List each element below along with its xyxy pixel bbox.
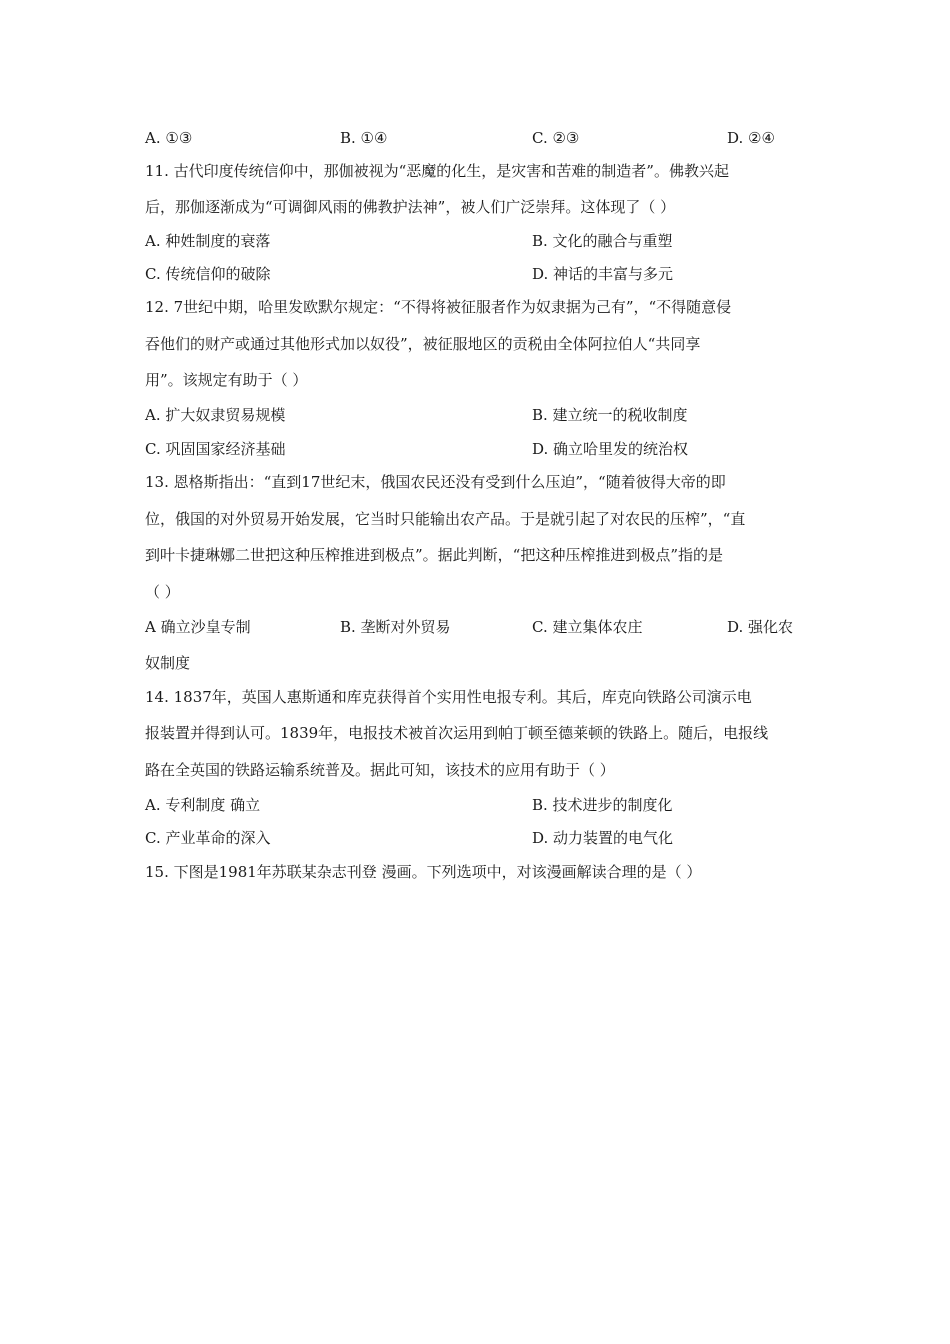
q11-stem-line: 后，那伽逐渐成为“可调御风雨的佛教护法神”，被人们广泛崇拜。这体现了（ ） xyxy=(145,198,676,216)
q13-option-d-wrap: 奴制度 xyxy=(145,654,191,672)
q11-option-d: D. 神话的丰富与多元 xyxy=(532,265,674,283)
q12-option-b: B. 建立统一的税收制度 xyxy=(532,406,688,424)
q12-option-d: D. 确立哈里发的统治权 xyxy=(532,440,689,458)
q12-stem-line: 吞他们的财产或通过其他形式加以奴役”，被征服地区的贡税由全体阿拉伯人“共同享 xyxy=(145,335,701,353)
q13-option-c: C. 建立集体农庄 xyxy=(532,618,643,636)
q13-stem-line: 位，俄国的对外贸易开始发展，它当时只能输出农产品。于是就引起了对农民的压榨”，“直 xyxy=(145,510,746,528)
q12-option-a: A. 扩大奴隶贸易规模 xyxy=(145,406,286,424)
q13-option-b: B. 垄断对外贸易 xyxy=(340,618,451,636)
q11-option-b: B. 文化的融合与重塑 xyxy=(532,232,673,250)
q10-option-c: C. ②③ xyxy=(532,129,580,147)
q14-option-d: D. 动力装置的电气化 xyxy=(532,829,674,847)
q14-stem-line: 报装置并得到认可。1839年，电报技术被首次运用到帕丁顿至德莱顿的铁路上。随后，电报线 xyxy=(145,724,769,742)
q14-stem-line: 路在全英国的铁路运输系统普及。据此可知，该技术的应用有助于（ ） xyxy=(145,761,615,779)
q13-option-a: A 确立沙皇专制 xyxy=(145,618,251,636)
q13-stem-line: 到叶卡捷琳娜二世把这种压榨推进到极点”。据此判断，“把这种压榨推进到极点”指的是 xyxy=(145,546,724,564)
q11-option-c: C. 传统信仰的破除 xyxy=(145,265,271,283)
q12-option-c: C. 巩固国家经济基础 xyxy=(145,440,286,458)
q14-stem-line: 14. 1837年，英国人惠斯通和库克获得首个实用性电报专利。其后，库克向铁路公司演示电 xyxy=(145,688,752,706)
q14-option-c: C. 产业革命的深入 xyxy=(145,829,271,847)
q13-answer-paren: （ ） xyxy=(145,583,180,601)
q12-stem-line: 用”。该规定有助于（ ） xyxy=(145,371,308,389)
q14-option-b: B. 技术进步的制度化 xyxy=(532,796,673,814)
q10-option-d: D. ②④ xyxy=(727,129,775,147)
q15-stem-line: 15. 下图是1981年苏联某杂志刊登 漫画。下列选项中，对该漫画解读合理的是（ ） xyxy=(145,863,702,881)
q11-stem-line: 11. 古代印度传统信仰中，那伽被视为“恶魔的化生，是灾害和苦难的制造者”。佛教兴起 xyxy=(145,162,729,180)
q13-option-d: D. 强化农 xyxy=(727,618,794,636)
q13-stem-line: 13. 恩格斯指出：“直到17世纪末，俄国农民还没有受到什么压迫”，“随着彼得大帝的即 xyxy=(145,473,726,491)
q14-option-a: A. 专利制度 确立 xyxy=(145,796,261,814)
q11-option-a: A. 种姓制度的衰落 xyxy=(145,232,271,250)
q12-stem-line: 12. 7世纪中期，哈里发欧默尔规定：“不得将被征服者作为奴隶据为己有”，“不得随意侵 xyxy=(145,298,732,316)
q10-option-a: A. ①③ xyxy=(145,129,193,147)
q10-option-b: B. ①④ xyxy=(340,129,388,147)
